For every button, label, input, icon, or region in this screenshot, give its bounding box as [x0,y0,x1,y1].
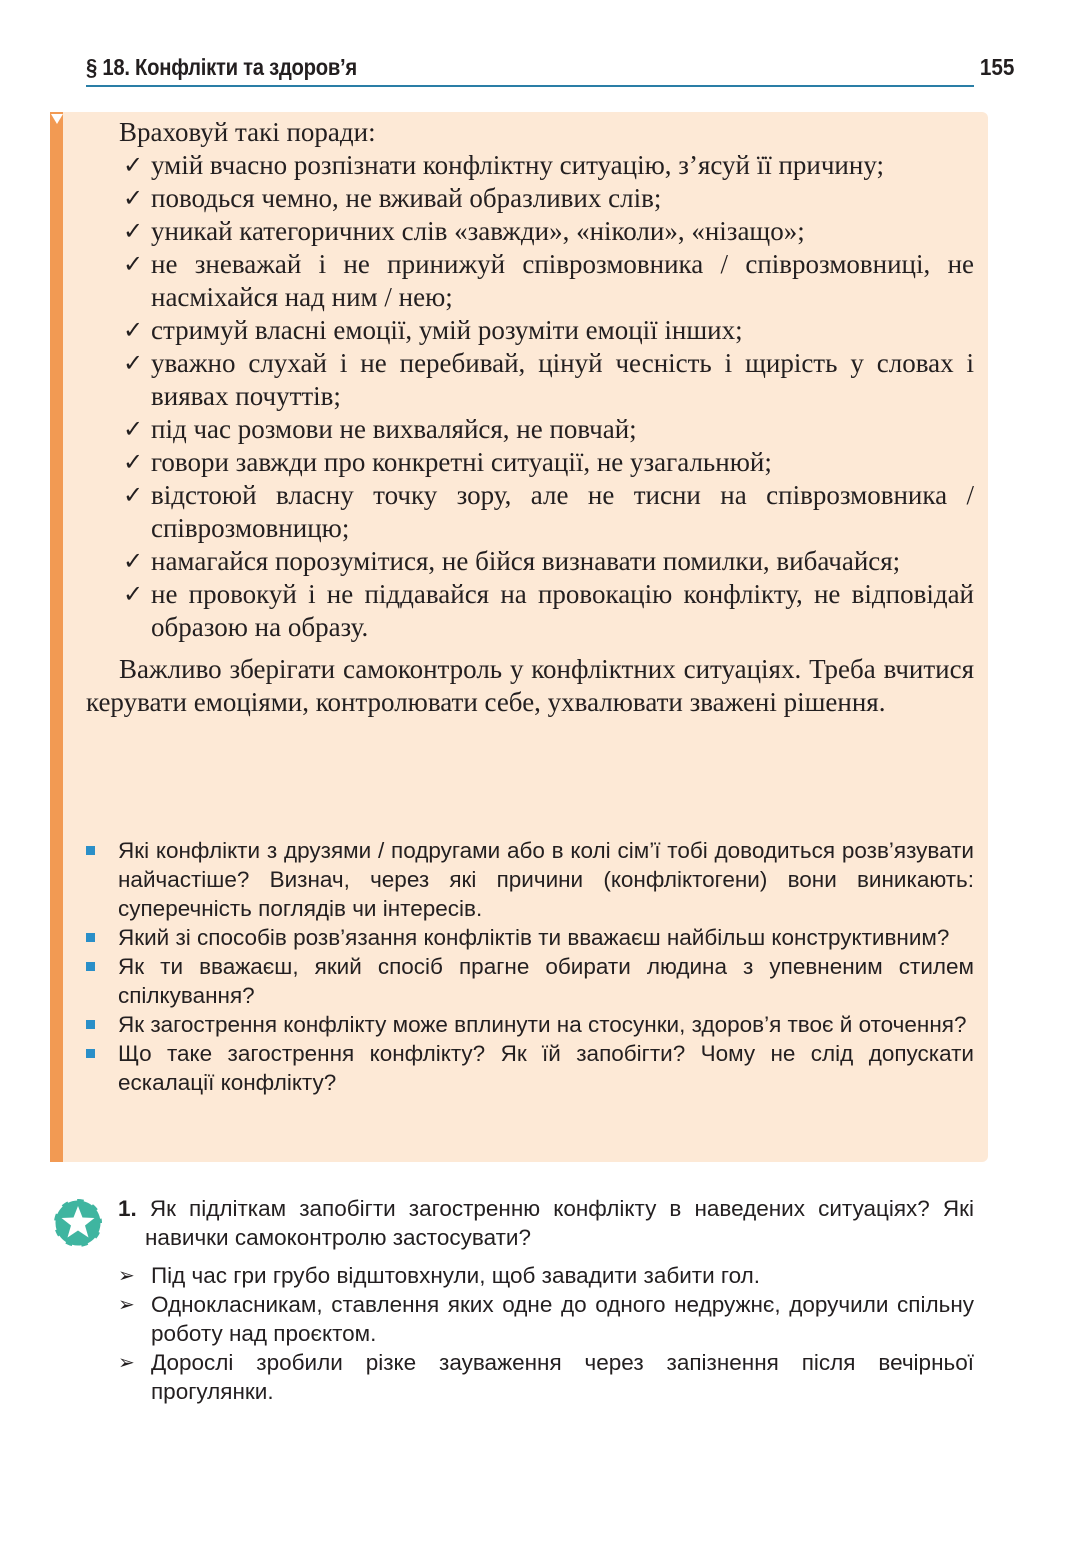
tip-item [86,446,974,479]
header-rule [86,85,974,87]
square-bullet-icon [86,962,95,971]
check-icon: ✓ [122,481,144,509]
section-title: § 18. Конфлікти та здоров’я [86,54,357,80]
square-bullet-icon [86,1020,95,1029]
square-bullet-icon [86,933,95,942]
square-bullet-icon [86,1049,95,1058]
panel-arrow-icon [51,114,63,124]
tip-text: говори завжди про конкретні ситуації, не узагальнюй; [151,447,772,477]
tip-item [86,545,974,578]
star-task-icon [52,1197,104,1249]
task-number: 1. [118,1196,137,1221]
check-icon: ✓ [122,250,144,278]
tip-item [86,314,974,347]
question-item [86,1039,974,1097]
tip-text: стримуй власні емоції, умій розуміти емоції інших; [151,315,743,345]
question-item [86,836,974,923]
situation-text: Однокласникам, ставлення яких одне до одного недружнє, доручили спільну роботу над проєктом. [151,1292,974,1346]
check-icon: ✓ [122,349,144,377]
tips-content [86,116,974,719]
task-question-text: Як підліткам запобігти загостренню конфлікту в наведених ситуаціях? Які навички самоконтролю застосувати? [145,1196,974,1250]
arrow-bullet-icon: ➢ [118,1350,135,1374]
situation-item [118,1348,974,1406]
question-text: Який зі способів розв’язання конфліктів ти вважаєш найбільш конструктивним? [118,925,950,950]
panel-accent-bar [50,112,63,1162]
square-bullet-icon [86,846,95,855]
tip-text: уважно слухай і не перебивай, цінуй чесність і щирість у словах і виявах почуттів; [151,348,974,411]
task-question [118,1194,974,1252]
tip-item [86,413,974,446]
tip-item [86,578,974,644]
tip-text: не зневажай і не принижуй співрозмовника / співрозмовниці, не насміхайся над ним / нею; [151,249,974,312]
question-text: Як загострення конфлікту може вплинути на стосунки, здоров’я твоє й оточення? [118,1012,967,1037]
tip-item [86,248,974,314]
check-icon: ✓ [122,316,144,344]
check-icon: ✓ [122,217,144,245]
check-icon: ✓ [122,184,144,212]
tip-text: під час розмови не вихваляйся, не повчай; [151,414,637,444]
question-item [86,952,974,1010]
tip-text: умій вчасно розпізнати конфліктну ситуацію, з’ясуй її причину; [151,150,884,180]
tip-item [86,215,974,248]
check-icon: ✓ [122,415,144,443]
tip-item [86,149,974,182]
tip-text: уникай категоричних слів «завжди», «ніколи», «нізащо»; [151,216,805,246]
question-text: Які конфлікти з друзями / подругами або в колі сім’ї тобі доводиться розв’язувати найчастіше? Визнач, через які причини (конфліктогени) вони виникають: суперечність поглядів чи інтересів. [118,838,974,921]
page-header [86,54,1016,88]
question-item [86,1010,974,1039]
check-icon: ✓ [122,580,144,608]
questions-list [86,836,974,1097]
situation-item [118,1290,974,1348]
situation-text: Дорослі зробили різке зауваження через запізнення після вечірньої прогулянки. [151,1350,974,1404]
question-text: Як ти вважаєш, який спосіб прагне обирати людина з упевненим стилем спілкування? [118,954,974,1008]
page-number: 155 [979,54,1014,80]
check-icon: ✓ [122,448,144,476]
tip-text: поводься чемно, не вживай образливих слів; [151,183,662,213]
arrow-bullet-icon: ➢ [118,1263,135,1287]
arrow-bullet-icon: ➢ [118,1292,135,1316]
tips-list [86,149,974,644]
tip-text: намагайся порозумітися, не бійся визнавати помилки, вибачайся; [151,546,901,576]
check-icon: ✓ [122,151,144,179]
tip-item [86,182,974,215]
situation-text: Під час гри грубо відштовхнули, щоб завадити забити гол. [151,1263,761,1288]
tip-item [86,347,974,413]
tip-item [86,479,974,545]
tip-text: не провокуй і не піддавайся на провокацію конфлікту, не відповідай образою на образу. [151,579,974,642]
tips-intro: Враховуй такі поради: [119,117,376,147]
question-text: Що таке загострення конфлікту? Як їй запобігти? Чому не слід допускати ескалації конфлікту? [118,1041,974,1095]
situation-item [118,1261,974,1290]
self-control-paragraph: Важливо зберігати самоконтроль у конфліктних ситуаціях. Треба вчитися керувати емоціями, контролювати себе, ухвалювати зважені рішення. [86,654,974,717]
check-icon: ✓ [122,547,144,575]
question-item [86,923,974,952]
tip-text: відстоюй власну точку зору, але не тисни на співрозмовника / співрозмовницю; [151,480,974,543]
situations-list [118,1261,974,1406]
task-block [118,1194,974,1406]
